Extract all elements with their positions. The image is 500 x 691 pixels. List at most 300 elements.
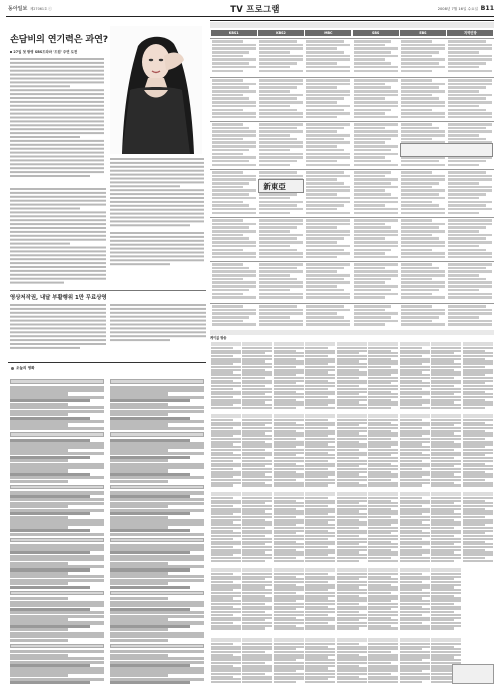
- program-listing: [401, 249, 432, 252]
- program-listing: [212, 274, 256, 277]
- cable-listing: [211, 681, 241, 683]
- program-listing: [212, 312, 256, 315]
- program-cell: [259, 219, 303, 260]
- cable-guide-title: 케이블 방송: [210, 336, 227, 340]
- program-listing: [306, 189, 350, 192]
- cable-listing: [431, 407, 461, 409]
- program-listing: [306, 66, 350, 69]
- program-listing: [212, 79, 243, 82]
- program-listing: [259, 51, 290, 54]
- program-listing: [401, 274, 445, 277]
- program-listing: [354, 208, 398, 211]
- program-listing: [259, 223, 303, 226]
- cable-channel-name: [431, 492, 461, 496]
- cable-channel-name: [211, 342, 241, 346]
- program-listing: [354, 230, 398, 233]
- channel-header: KBS2: [258, 30, 304, 36]
- program-listing: [448, 94, 492, 97]
- program-listing: [259, 234, 303, 237]
- program-listing: [448, 208, 492, 211]
- program-listing: [401, 320, 432, 323]
- program-listing: [354, 171, 392, 174]
- program-listing: [354, 149, 392, 152]
- cable-channel-name: [242, 342, 272, 346]
- program-listing: [212, 112, 256, 115]
- feature-body-column-1: [10, 58, 104, 180]
- program-listing: [448, 164, 479, 167]
- program-listing: [448, 66, 479, 69]
- program-listing: [354, 141, 385, 144]
- program-listing: [212, 320, 243, 323]
- cable-channel-name: [400, 492, 430, 496]
- program-listing: [306, 234, 350, 237]
- cable-listing: [305, 560, 335, 562]
- cable-channel-block: [337, 568, 367, 634]
- cable-channel-block: [211, 568, 241, 634]
- program-listing: [448, 237, 486, 240]
- time-row-divider: [210, 261, 494, 262]
- program-listing: [259, 274, 290, 277]
- feature-photo: [110, 26, 202, 154]
- program-listing: [401, 223, 445, 226]
- program-listing: [354, 309, 385, 312]
- program-cell: [448, 219, 492, 260]
- program-listing: [259, 245, 290, 248]
- cable-listing: [463, 560, 493, 562]
- cable-listing: [305, 484, 328, 486]
- program-listing: [306, 156, 350, 159]
- cable-listing: [368, 627, 398, 629]
- schedule-entry: [10, 533, 104, 536]
- schedule-entry: [10, 427, 104, 430]
- cable-channel-block: [463, 414, 493, 490]
- program-listing: [212, 130, 256, 133]
- program-listing: [212, 234, 243, 237]
- cable-channel-block: [368, 492, 398, 566]
- program-listing: [448, 86, 486, 89]
- cable-channel-name: [400, 414, 430, 418]
- program-listing: [212, 149, 250, 152]
- schedule-entry: [110, 538, 204, 543]
- cable-listing: [368, 681, 398, 683]
- program-listing: [259, 134, 290, 137]
- program-listing: [306, 153, 350, 156]
- cable-listing: [368, 560, 398, 562]
- cable-listing: [337, 407, 367, 409]
- program-listing: [306, 278, 344, 281]
- program-listing: [259, 252, 303, 255]
- program-listing: [354, 267, 385, 270]
- cable-listing: [431, 484, 461, 486]
- program-listing: [212, 40, 243, 43]
- cable-listing: [431, 560, 454, 562]
- channel-header: EBS: [400, 30, 446, 36]
- cable-listing: [242, 484, 272, 486]
- program-listing: [448, 47, 492, 50]
- program-listing: [354, 79, 398, 82]
- program-listing: [401, 312, 445, 315]
- program-listing: [306, 316, 344, 319]
- program-listing: [448, 160, 486, 163]
- program-cell: [212, 79, 256, 120]
- program-listing: [259, 97, 297, 100]
- cable-channel-name: [337, 342, 367, 346]
- cable-listing: [400, 484, 423, 486]
- program-cell: [306, 305, 350, 330]
- feature-headline: 손담비의 연기력은 과연?: [10, 34, 108, 45]
- program-listing: [401, 270, 445, 273]
- cable-listing: [242, 681, 272, 683]
- program-listing: [306, 245, 350, 248]
- program-listing: [259, 156, 303, 159]
- program-listing: [212, 44, 256, 47]
- program-listing: [259, 70, 303, 73]
- program-listing: [259, 270, 303, 273]
- program-listing: [306, 323, 350, 326]
- cable-channel-name: [337, 492, 367, 496]
- program-listing: [259, 101, 303, 104]
- cable-channel-name: [242, 568, 272, 572]
- cable-channel-name: [463, 492, 493, 496]
- cable-channel-block: [305, 342, 335, 412]
- cable-listing: [274, 560, 304, 562]
- program-listing: [354, 66, 398, 69]
- program-listing: [259, 278, 297, 281]
- program-listing: [354, 182, 392, 185]
- program-listing: [354, 160, 392, 163]
- cable-channel-name: [431, 568, 461, 572]
- program-listing: [212, 256, 256, 259]
- program-listing: [448, 274, 479, 277]
- program-listing: [306, 289, 344, 292]
- program-listing: [259, 66, 290, 69]
- cable-listing: [463, 484, 493, 486]
- program-listing: [306, 285, 337, 288]
- program-listing: [212, 309, 256, 312]
- cable-listing: [211, 484, 234, 486]
- cable-channel-name: [211, 568, 241, 572]
- cable-channel-name: [337, 638, 367, 642]
- program-listing: [354, 86, 392, 89]
- program-listing: [401, 201, 432, 204]
- program-listing: [259, 208, 303, 211]
- program-listing: [401, 263, 432, 266]
- program-listing: [401, 226, 439, 229]
- program-listing: [306, 212, 350, 215]
- cable-channel-block: [368, 342, 398, 412]
- program-cell: [401, 263, 445, 302]
- program-listing: [212, 134, 256, 137]
- program-listing: [212, 156, 256, 159]
- cable-listing: [305, 627, 335, 629]
- cable-channel-block: [305, 414, 335, 490]
- cable-channel-block: [274, 638, 304, 686]
- program-listing: [212, 197, 256, 200]
- feature-subhead: [10, 50, 77, 54]
- program-listing: [212, 123, 243, 126]
- program-listing: [448, 249, 486, 252]
- program-cell: [354, 123, 398, 168]
- program-listing: [259, 320, 303, 323]
- time-row-divider: [210, 38, 494, 39]
- time-row-divider: [210, 303, 494, 304]
- magazine-advertisement: [258, 179, 303, 193]
- program-listing: [401, 171, 432, 174]
- cable-channel-name: [274, 638, 304, 642]
- program-listing: [212, 249, 243, 252]
- program-cell: [306, 79, 350, 120]
- program-listing: [212, 171, 243, 174]
- program-listing: [448, 112, 492, 115]
- schedule-entry: [110, 427, 204, 430]
- schedule-entry: [110, 644, 204, 649]
- program-listing: [306, 219, 350, 222]
- schedule-entry: [10, 379, 104, 384]
- program-listing: [401, 79, 432, 82]
- program-listing: [401, 112, 445, 115]
- cable-channel-block: [400, 342, 430, 412]
- program-listing: [212, 208, 256, 211]
- program-cell: [401, 40, 445, 76]
- cable-listing: [211, 627, 241, 629]
- publication-date: 2008년 7월 16일 수요일: [437, 7, 478, 11]
- program-listing: [259, 123, 303, 126]
- program-listing: [306, 320, 350, 323]
- cable-channel-name: [242, 638, 272, 642]
- program-cell: [212, 305, 256, 330]
- program-listing: [259, 289, 290, 292]
- program-listing: [212, 296, 256, 299]
- program-listing: [212, 141, 256, 144]
- cable-channel-name: [305, 414, 335, 418]
- program-listing: [448, 105, 479, 108]
- cable-listing: [337, 484, 367, 486]
- cable-channel-name: [400, 342, 430, 346]
- program-listing: [401, 186, 432, 189]
- program-listing: [401, 62, 439, 65]
- program-listing: [306, 145, 337, 148]
- program-listing: [259, 90, 290, 93]
- feature-body-column-3: [110, 232, 204, 274]
- cable-channel-block: [242, 638, 272, 686]
- program-cell: [448, 305, 492, 330]
- program-listing: [306, 94, 350, 97]
- program-listing: [354, 123, 398, 126]
- program-cell: [354, 40, 398, 76]
- cable-channel-name: [305, 492, 335, 496]
- program-listing: [448, 116, 492, 119]
- program-listing: [448, 138, 486, 141]
- program-listing: [306, 237, 344, 240]
- program-listing: [448, 83, 492, 86]
- feature-body-column-2: [10, 188, 106, 288]
- cable-channel-name: [431, 342, 461, 346]
- program-listing: [212, 267, 250, 270]
- cable-channel-name: [337, 568, 367, 572]
- schedule-entry: [110, 533, 204, 536]
- program-listing: [401, 86, 439, 89]
- program-listing: [448, 293, 492, 296]
- program-listing: [354, 58, 385, 61]
- program-listing: [448, 267, 486, 270]
- program-cell: [212, 171, 256, 216]
- program-cell: [259, 305, 303, 330]
- program-listing: [401, 40, 432, 43]
- program-listing: [448, 79, 492, 82]
- program-listing: [448, 123, 492, 126]
- cable-listing: [400, 407, 430, 409]
- cable-channel-block: [400, 414, 430, 490]
- program-listing: [212, 109, 243, 112]
- cable-listing: [274, 681, 297, 683]
- program-listing: [401, 130, 445, 133]
- program-cell: [212, 40, 256, 76]
- cable-channel-block: [337, 638, 367, 686]
- program-listing: [354, 109, 392, 112]
- schedule-entry: [10, 639, 68, 642]
- program-listing: [401, 55, 432, 58]
- program-cell: [448, 40, 492, 76]
- program-cell: [306, 123, 350, 168]
- cable-channel-block: [242, 414, 272, 490]
- program-listing: [401, 278, 432, 281]
- program-listing: [306, 182, 344, 185]
- program-listing: [448, 97, 486, 100]
- program-listing: [259, 323, 303, 326]
- program-listing: [448, 245, 479, 248]
- program-listing: [306, 256, 337, 259]
- program-listing: [306, 97, 344, 100]
- program-listing: [212, 182, 250, 185]
- schedule-entry: [110, 591, 204, 596]
- program-listing: [212, 281, 256, 284]
- cable-channel-block: [431, 568, 461, 634]
- program-listing: [354, 281, 385, 284]
- program-listing: [448, 312, 492, 315]
- program-listing: [354, 274, 398, 277]
- cable-listing: [368, 407, 391, 409]
- program-listing: [212, 278, 243, 281]
- cable-listing: [337, 560, 360, 562]
- program-listing: [212, 289, 250, 292]
- program-listing: [259, 105, 290, 108]
- program-listing: [212, 285, 256, 288]
- program-listing: [401, 134, 445, 137]
- program-listing: [306, 55, 350, 58]
- schedule-entry: [10, 591, 104, 596]
- program-listing: [259, 94, 303, 97]
- program-listing: [259, 296, 303, 299]
- program-listing: [401, 189, 445, 192]
- program-listing: [212, 230, 256, 233]
- program-listing: [212, 70, 243, 73]
- cable-channel-name: [463, 342, 493, 346]
- program-listing: [306, 274, 350, 277]
- cable-channel-block: [337, 414, 367, 490]
- program-listing: [259, 62, 297, 65]
- program-listing: [448, 175, 492, 178]
- program-listing: [212, 51, 250, 54]
- time-row-divider: [210, 77, 494, 78]
- program-cell: [259, 263, 303, 302]
- cable-channel-name: [305, 568, 335, 572]
- masthead: [6, 3, 494, 17]
- program-listing: [212, 160, 250, 163]
- program-listing: [259, 316, 290, 319]
- program-listing: [306, 70, 350, 73]
- program-listing: [306, 293, 350, 296]
- section-title: TV 프로그램: [230, 4, 280, 14]
- program-cell: [212, 123, 256, 168]
- program-listing: [259, 116, 303, 119]
- program-listing: [401, 97, 439, 100]
- cable-listing: [337, 681, 367, 683]
- program-listing: [401, 58, 445, 61]
- cable-listing: [242, 560, 265, 562]
- cable-channel-name: [368, 492, 398, 496]
- program-listing: [259, 219, 303, 222]
- program-listing: [448, 305, 486, 308]
- cable-channel-name: [400, 638, 430, 642]
- program-listing: [212, 212, 256, 215]
- program-listing: [401, 193, 439, 196]
- program-listing: [401, 296, 445, 299]
- schedule-entry: [10, 644, 104, 649]
- cable-channel-block: [337, 492, 367, 566]
- program-listing: [259, 237, 297, 240]
- program-listing: [306, 90, 350, 93]
- cable-channel-block: [463, 342, 493, 412]
- program-listing: [448, 278, 486, 281]
- program-listing: [212, 145, 256, 148]
- program-listing: [448, 296, 492, 299]
- program-listing: [354, 316, 392, 319]
- movie-schedule-column: [110, 377, 204, 685]
- program-listing: [448, 51, 479, 54]
- program-listing: [212, 153, 243, 156]
- program-listing: [306, 186, 350, 189]
- program-listing: [306, 197, 350, 200]
- issue-number: 제27061호 ⓒ: [30, 7, 52, 11]
- program-listing: [212, 105, 256, 108]
- movie-schedule-title: 오늘의 영화: [16, 366, 35, 370]
- cable-channel-block: [211, 342, 241, 412]
- program-listing: [259, 256, 303, 259]
- program-listing: [259, 141, 303, 144]
- schedule-entry: [110, 586, 190, 589]
- program-listing: [354, 320, 398, 323]
- program-listing: [212, 270, 256, 273]
- program-listing: [212, 193, 250, 196]
- program-listing: [354, 51, 392, 54]
- program-listing: [354, 130, 398, 133]
- program-listing: [306, 149, 344, 152]
- cable-channel-block: [274, 492, 304, 566]
- program-listing: [259, 201, 303, 204]
- program-listing: [306, 58, 350, 61]
- cable-channel-block: [305, 638, 335, 686]
- program-listing: [354, 145, 398, 148]
- program-listing: [448, 234, 492, 237]
- program-listing: [401, 234, 432, 237]
- cable-channel-block: [368, 638, 398, 686]
- program-listing: [259, 226, 297, 229]
- program-listing: [354, 105, 398, 108]
- cable-channel-block: [242, 568, 272, 634]
- program-listing: [448, 101, 492, 104]
- program-listing: [448, 204, 486, 207]
- grid-info-bar: [210, 22, 494, 28]
